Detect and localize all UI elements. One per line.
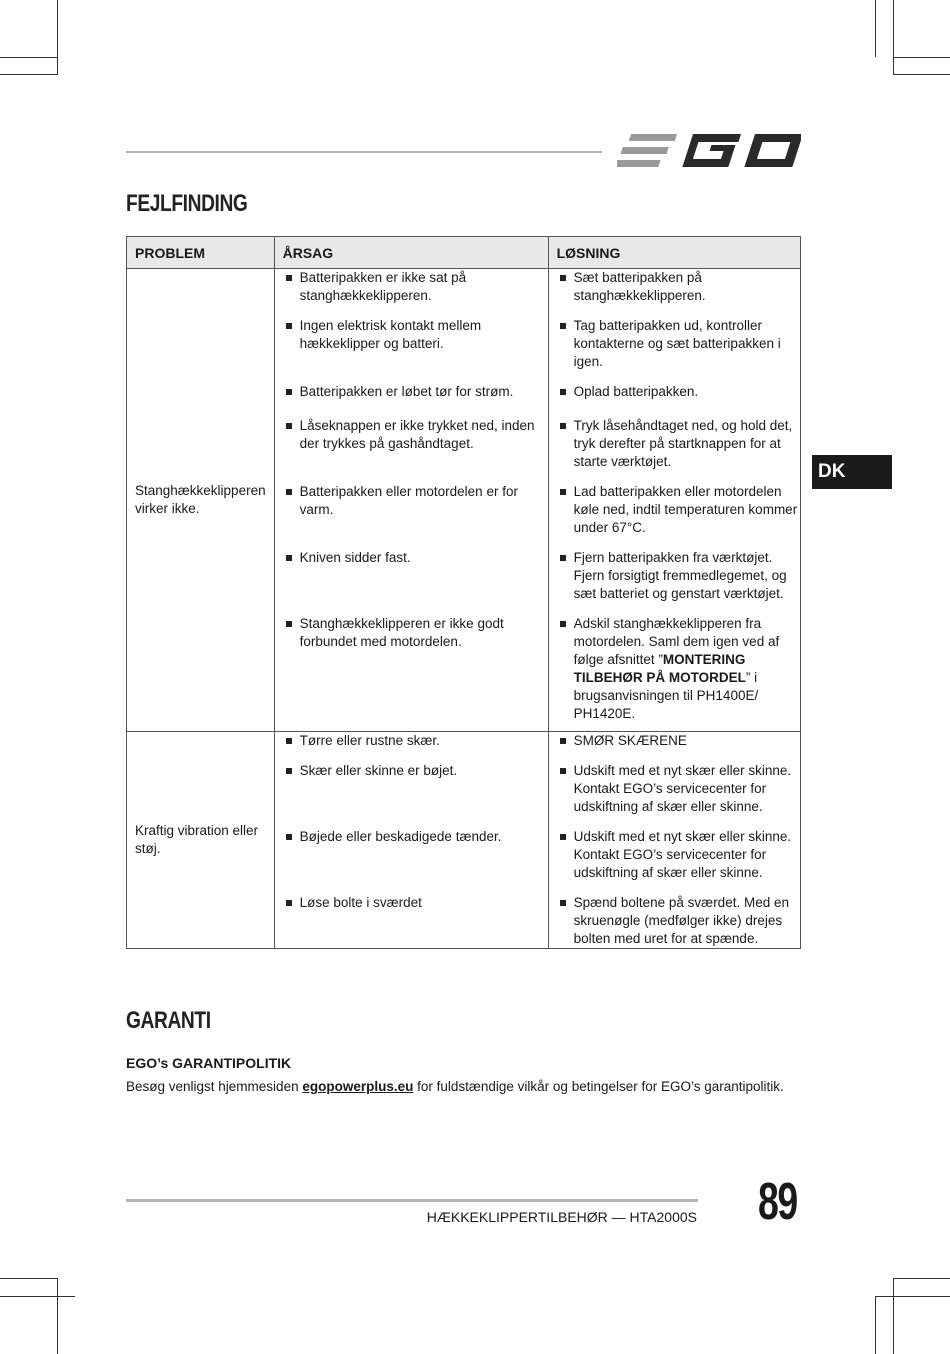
- bullet-icon: [286, 621, 292, 627]
- solution-item: Oplad batteripakken.: [549, 383, 800, 417]
- crop-mark: [875, 1296, 876, 1354]
- crop-mark: [893, 0, 894, 75]
- table-header-row: [127, 237, 801, 269]
- bullet-icon: [286, 738, 292, 744]
- warranty-subtitle: EGO’s GARANTIPOLITIK: [126, 1055, 292, 1071]
- solution-item: Sæt batteripakken på stanghækkeklipperen.: [549, 269, 800, 317]
- cause-item: Ingen elektrisk kontakt mellem hækkeklipper og batteri.: [275, 317, 548, 383]
- section-reference: MONTERING TILBEHØR PÅ MOTORDEL: [573, 652, 746, 685]
- problem-cell: Stanghækkeklipperen virker ikke.: [127, 269, 275, 732]
- solution-item: Tryk låsehåndtaget ned, og hold det, tryk derefter på startknappen for at starte værktøjet.: [549, 417, 800, 483]
- cause-item: Batteripakken er løbet tør for strøm.: [275, 383, 548, 417]
- warranty-link[interactable]: egopowerplus.eu: [302, 1079, 414, 1094]
- bullet-icon: [286, 323, 292, 329]
- footer-rule: [126, 1199, 698, 1202]
- table-row: [127, 732, 801, 949]
- bullet-icon: [560, 738, 566, 744]
- solution-cell: [548, 269, 800, 732]
- bullet-icon: [286, 489, 292, 495]
- bullet-icon: [560, 900, 566, 906]
- bullet-icon: [560, 621, 566, 627]
- cause-item: Batteripakken er ikke sat på stanghækkeklipperen.: [275, 269, 548, 317]
- page-number: 89: [758, 1173, 797, 1231]
- bullet-icon: [560, 555, 566, 561]
- cause-item: Kniven sidder fast.: [275, 549, 548, 615]
- bullet-icon: [560, 489, 566, 495]
- header-problem: PROBLEM: [127, 237, 275, 269]
- cause-cell: [274, 732, 548, 949]
- solution-item: Udskift med et nyt skær eller skinne. Kontakt EGO’s servicecenter for udskiftning af skær eller skinne.: [549, 828, 800, 894]
- crop-mark: [893, 1278, 950, 1279]
- bullet-icon: [560, 389, 566, 395]
- crop-mark: [57, 0, 58, 75]
- header-cause: ÅRSAG: [274, 237, 548, 269]
- crop-mark: [893, 57, 950, 58]
- solution-item: Tag batteripakken ud, kontroller kontakterne og sæt batteripakken i igen.: [549, 317, 800, 383]
- solution-item: Lad batteripakken eller motordelen køle ned, indtil temperaturen kommer under 67°C.: [549, 483, 800, 549]
- language-tab: DK: [812, 455, 892, 489]
- troubleshooting-title: FEJLFINDING: [126, 190, 248, 217]
- cause-item: Stanghækkeklipperen er ikke godt forbundet med motordelen.: [275, 615, 548, 731]
- bullet-icon: [286, 275, 292, 281]
- crop-mark: [57, 1278, 58, 1354]
- cause-item: Skær eller skinne er bøjet.: [275, 762, 548, 828]
- solution-item: Udskift med et nyt skær eller skinne. Kontakt EGO’s servicecenter for udskiftning af skær eller skinne.: [549, 762, 800, 828]
- bullet-icon: [286, 423, 292, 429]
- solution-item: SMØR SKÆRENE: [549, 732, 800, 762]
- bullet-icon: [560, 834, 566, 840]
- cause-item: Løse bolte i sværdet: [275, 894, 548, 948]
- warranty-title: GARANTI: [126, 1007, 211, 1034]
- warranty-text: Besøg venligst hjemmesiden egopowerplus.eu for fuldstændige vilkår og betingelser for EGO’s garantipolitik.: [126, 1079, 784, 1094]
- crop-mark: [875, 1296, 950, 1297]
- ego-logo: [617, 128, 801, 172]
- bullet-icon: [560, 323, 566, 329]
- bullet-icon: [560, 275, 566, 281]
- problem-cell: Kraftig vibration eller støj.: [127, 732, 275, 949]
- cause-cell: [274, 269, 548, 732]
- bullet-icon: [560, 423, 566, 429]
- solution-cell: [548, 732, 800, 949]
- solution-item: Fjern batteripakken fra værktøjet. Fjern forsigtigt fremmedlegemet, og sæt batteriet og genstart værktøjet.: [549, 549, 800, 615]
- crop-mark: [0, 57, 57, 58]
- bullet-icon: [286, 768, 292, 774]
- cause-item: Batteripakken eller motordelen er for varm.: [275, 483, 548, 549]
- crop-mark: [893, 1278, 894, 1354]
- table-row: [127, 269, 801, 732]
- cause-item: Låseknappen er ikke trykket ned, inden der trykkes på gashåndtaget.: [275, 417, 548, 483]
- solution-item: Adskil stanghækkeklipperen fra motordelen. Saml dem igen ved af følge afsnittet ”MONTERING TILBEHØR PÅ MOTORDEL” i brugsanvisningen til PH1400E/ PH1420E.: [549, 615, 800, 731]
- bullet-icon: [286, 389, 292, 395]
- crop-mark: [0, 1296, 75, 1297]
- header-rule: [126, 151, 602, 153]
- cause-item: Bøjede eller beskadigede tænder.: [275, 828, 548, 894]
- cause-item: Tørre eller rustne skær.: [275, 732, 548, 762]
- troubleshooting-table: [126, 236, 801, 949]
- crop-mark: [893, 74, 950, 75]
- bullet-icon: [286, 834, 292, 840]
- bullet-icon: [286, 900, 292, 906]
- footer-text: HÆKKEKLIPPERTILBEHØR — HTA2000S: [426, 1209, 697, 1225]
- crop-mark: [0, 1278, 57, 1279]
- header-solution: LØSNING: [548, 237, 800, 269]
- bullet-icon: [286, 555, 292, 561]
- bullet-icon: [560, 768, 566, 774]
- solution-item: Spænd boltene på sværdet. Med en skruenøgle (medfølger ikke) drejes bolten med uret for at spænde.: [549, 894, 800, 948]
- crop-mark: [875, 0, 876, 57]
- crop-mark: [0, 74, 57, 75]
